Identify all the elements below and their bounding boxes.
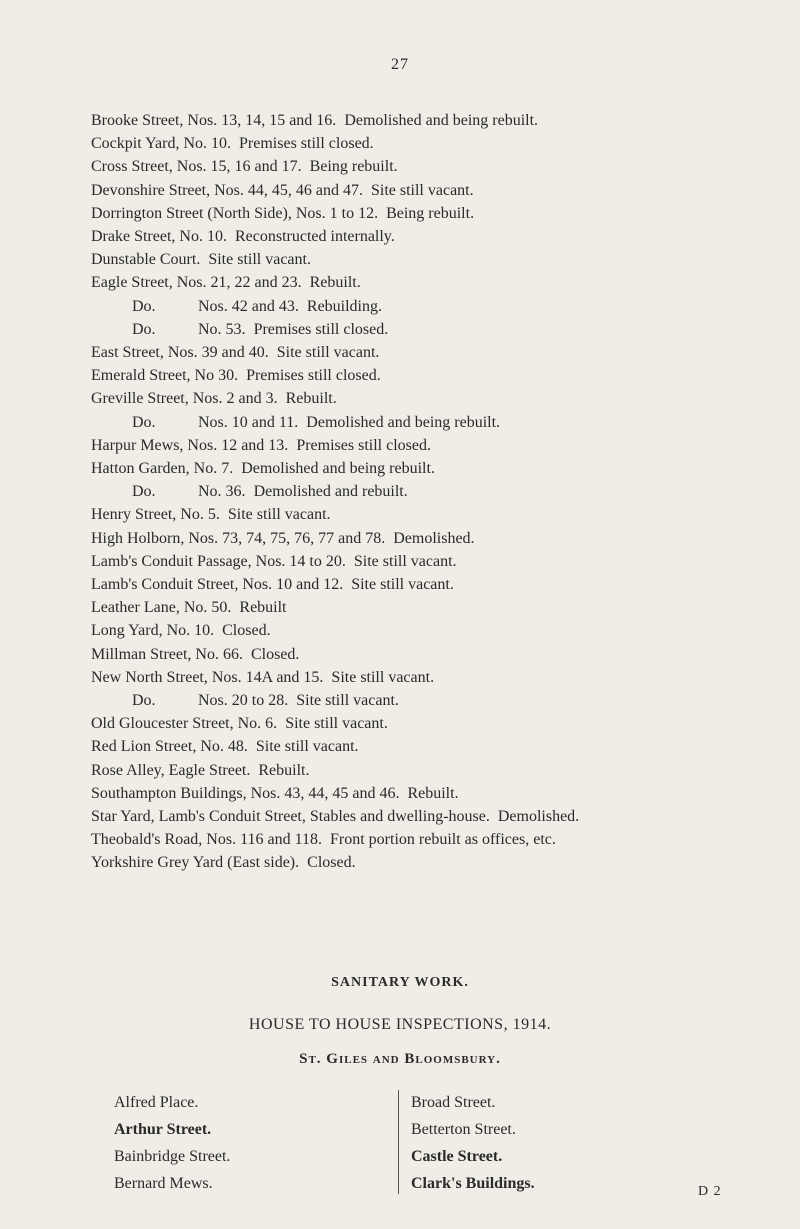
list-item — [132, 297, 382, 317]
entry-place: Yorkshire Grey Yard (East side). — [91, 854, 300, 872]
ditto-mark: Do. — [132, 483, 156, 501]
entry-status: Premises still closed. — [246, 367, 381, 385]
entry-place: Long Yard, No. 10. — [91, 622, 215, 640]
list-item — [91, 737, 359, 757]
list-item — [91, 204, 474, 224]
entry-place: Greville Street, Nos. 2 and 3. — [91, 390, 278, 408]
entry-status: Site still vacant. — [255, 738, 359, 756]
column-divider — [398, 1090, 399, 1194]
entry-status: Site still vacant. — [351, 576, 454, 593]
entry-status: Being rebuilt. — [309, 158, 398, 176]
list-item — [91, 227, 395, 247]
entry-place: Star Yard, Lamb's Conduit Street, Stables and dwelling-house. — [91, 808, 490, 825]
street-item: Arthur Street. — [114, 1121, 212, 1138]
signature-mark: D 2 — [698, 1184, 722, 1199]
list-item — [132, 413, 500, 433]
list-item — [91, 853, 356, 873]
list-item — [91, 645, 299, 665]
street-item: Castle Street. — [411, 1148, 503, 1165]
entry-status: Reconstructed internally. — [234, 228, 395, 245]
entry-status: Rebuilding. — [306, 297, 382, 315]
entry-status: Site still vacant. — [227, 506, 331, 524]
street-list-right — [411, 1089, 535, 1197]
entry-place: Southampton Buildings, Nos. 43, 44, 45 and 46. — [91, 784, 400, 802]
list-item — [91, 668, 434, 688]
entry-status: Demolished and rebuilt. — [253, 483, 408, 501]
entry-place: No. 53. — [198, 320, 246, 338]
entry-place: Drake Street, No. 10. — [91, 228, 227, 245]
list-item — [91, 529, 475, 549]
entry-status: Site still vacant. — [285, 715, 388, 733]
entry-place: New North Street, Nos. 14A and 15. — [91, 668, 324, 686]
entry-status: Site still vacant. — [296, 692, 399, 709]
entry-status: Demolished. — [497, 808, 580, 825]
list-item — [91, 621, 271, 641]
entry-status: Site still vacant. — [331, 668, 435, 686]
list-item — [91, 157, 398, 177]
street-item: Alfred Place. — [114, 1094, 199, 1111]
section-subtitle: HOUSE TO HOUSE INSPECTIONS, 1914. — [248, 1016, 552, 1033]
entry-place: Old Gloucester Street, No. 6. — [91, 715, 278, 733]
list-item — [91, 505, 331, 525]
entry-status: Closed. — [222, 622, 271, 640]
list-item — [91, 784, 459, 804]
street-item: Bainbridge Street. — [114, 1148, 231, 1165]
list-item — [91, 807, 579, 827]
list-item — [91, 830, 556, 850]
list-item — [91, 436, 431, 456]
entry-status: Rebuilt. — [285, 390, 337, 408]
list-item — [91, 598, 287, 618]
entry-place: No. 36. — [198, 483, 246, 501]
entry-place: Rose Alley, Eagle Street. — [91, 761, 251, 779]
entry-place: Millman Street, No. 66. — [91, 645, 243, 663]
street-item: Bernard Mews. — [114, 1175, 213, 1192]
entry-place: Cockpit Yard, No. 10. — [91, 135, 232, 153]
entry-place: Cross Street, Nos. 15, 16 and 17. — [91, 158, 302, 176]
entry-status: Site still vacant. — [370, 181, 474, 199]
list-item — [91, 714, 388, 734]
entry-status: Demolished and being rebuilt. — [241, 460, 435, 477]
entry-place: Nos. 20 to 28. — [198, 692, 289, 709]
entry-place: Nos. 42 and 43. — [198, 297, 299, 315]
list-item — [91, 389, 337, 409]
ditto-mark: Do. — [132, 320, 156, 338]
street-list-left — [114, 1089, 230, 1197]
entry-place: Nos. 10 and 11. — [198, 413, 299, 431]
section-title: SANITARY WORK. — [331, 975, 469, 990]
entry-place: Devonshire Street, Nos. 44, 45, 46 and 47. — [91, 181, 363, 199]
ditto-mark: Do. — [132, 413, 156, 431]
entry-place: Red Lion Street, No. 48. — [91, 738, 248, 756]
entry-place: Eagle Street, Nos. 21, 22 and 23. — [91, 274, 302, 292]
entry-status: Rebuilt. — [309, 274, 361, 292]
entry-status: Rebuilt. — [258, 761, 310, 779]
entry-place: Theobald's Road, Nos. 116 and 118. — [91, 831, 322, 849]
street-item: Clark's Buildings. — [411, 1175, 535, 1192]
entry-place: Hatton Garden, No. 7. — [91, 460, 234, 477]
list-item — [132, 691, 399, 711]
entry-status: Demolished. — [393, 529, 475, 547]
entry-status: Closed. — [250, 645, 300, 663]
ditto-mark: Do. — [132, 297, 156, 315]
list-item — [91, 575, 454, 595]
list-item — [91, 250, 311, 270]
entry-place: High Holborn, Nos. 73, 74, 75, 76, 77 and 78. — [91, 529, 386, 547]
entry-status: Rebuilt. — [407, 784, 459, 802]
entry-place: Lamb's Conduit Street, Nos. 10 and 12. — [91, 576, 344, 593]
street-item: Betterton Street. — [411, 1121, 516, 1138]
list-item — [91, 761, 309, 781]
entry-status: Premises still closed. — [239, 135, 374, 153]
entry-status: Being rebuilt. — [386, 204, 475, 222]
entry-status: Premises still closed. — [253, 320, 389, 338]
entry-status: Closed. — [307, 854, 356, 872]
entry-status: Site still vacant. — [353, 552, 457, 570]
list-item — [91, 552, 457, 572]
list-item — [132, 482, 408, 502]
entry-place: Emerald Street, No 30. — [91, 367, 239, 385]
entry-place: Lamb's Conduit Passage, Nos. 14 to 20. — [91, 552, 346, 570]
ditto-mark: Do. — [132, 692, 156, 709]
page-number: 27 — [391, 56, 409, 73]
entry-place: Harpur Mews, Nos. 12 and 13. — [91, 436, 289, 454]
entry-status: Front portion rebuilt as offices, etc. — [330, 831, 556, 849]
list-item — [132, 320, 388, 340]
entry-place: Brooke Street, Nos. 13, 14, 15 and 16. — [91, 112, 337, 129]
entry-place: East Street, Nos. 39 and 40. — [91, 344, 269, 361]
list-item — [91, 459, 435, 479]
entry-place: Leather Lane, No. 50. — [91, 599, 232, 617]
entry-status: Rebuilt — [239, 599, 287, 617]
list-item — [91, 134, 374, 154]
list-item — [91, 181, 474, 201]
entry-place: Dunstable Court. — [91, 251, 201, 269]
entry-status: Site still vacant. — [208, 251, 311, 269]
list-item — [91, 273, 361, 293]
entry-status: Premises still closed. — [296, 436, 431, 454]
entry-status: Demolished and being rebuilt. — [306, 413, 501, 431]
entry-place: Dorrington Street (North Side), Nos. 1 to 12. — [91, 204, 379, 222]
entry-status: Site still vacant. — [276, 344, 380, 361]
entry-status: Demolished and being rebuilt. — [344, 112, 539, 129]
district-heading: St. Giles and Bloomsbury. — [299, 1051, 501, 1067]
entry-place: Henry Street, No. 5. — [91, 506, 220, 524]
street-item: Broad Street. — [411, 1094, 496, 1111]
list-item — [91, 343, 379, 363]
list-item — [91, 366, 381, 386]
list-item — [91, 111, 538, 131]
